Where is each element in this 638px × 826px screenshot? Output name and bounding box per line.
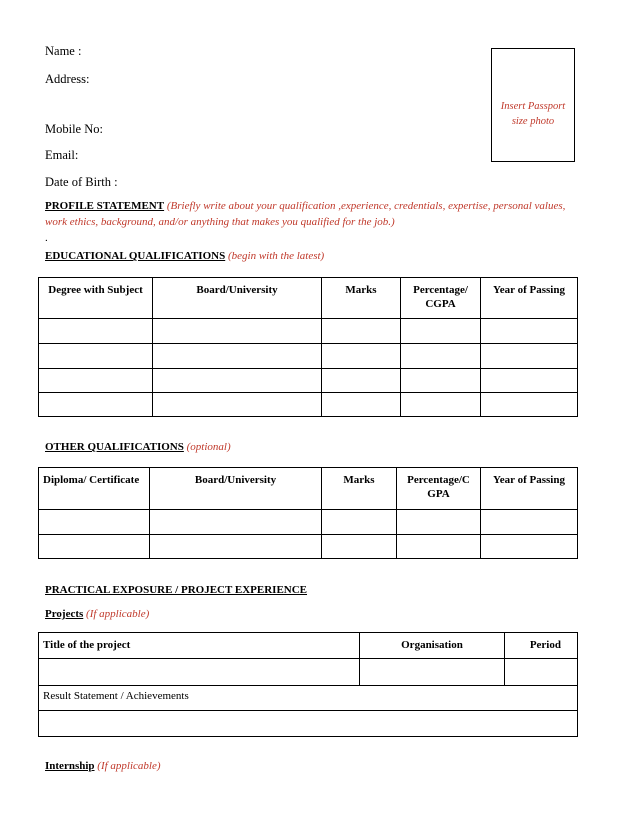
table-row	[39, 535, 578, 559]
other-heading-row	[45, 441, 231, 453]
table-cell[interactable]	[481, 344, 578, 369]
projects-table	[38, 632, 578, 737]
education-table	[38, 277, 578, 417]
table-cell[interactable]	[322, 535, 397, 559]
other-col-year: Year of Passing	[481, 468, 578, 510]
table-cell[interactable]	[153, 393, 322, 417]
projects-header-row	[39, 633, 578, 659]
table-cell[interactable]	[150, 535, 322, 559]
table-cell[interactable]	[401, 344, 481, 369]
table-cell[interactable]	[401, 393, 481, 417]
table-cell[interactable]	[397, 510, 481, 535]
edu-col-year: Year of Passing	[481, 278, 578, 319]
other-col-percentage: Percentage/C GPA	[397, 468, 481, 510]
project-col-title: Title of the project	[39, 633, 360, 659]
table-cell[interactable]	[360, 659, 505, 686]
passport-photo-box	[491, 48, 575, 162]
edu-col-percentage: Percentage/ CGPA	[401, 278, 481, 319]
other-note: (optional)	[183, 441, 231, 453]
other-header-row	[39, 468, 578, 510]
table-row	[39, 344, 578, 369]
education-heading-row	[45, 250, 324, 262]
table-row	[39, 510, 578, 535]
table-row	[39, 659, 578, 686]
profile-statement-section	[45, 198, 605, 246]
name-label: Name :	[45, 44, 82, 58]
table-cell[interactable]	[481, 319, 578, 344]
profile-statement-heading: PROFILE STATEMENT	[45, 200, 165, 212]
mobile-label: Mobile No:	[45, 122, 103, 136]
dob-label: Date of Birth :	[45, 175, 118, 189]
table-cell[interactable]	[481, 535, 578, 559]
table-cell[interactable]	[481, 393, 578, 417]
table-cell[interactable]	[39, 510, 150, 535]
profile-note-line2: work ethics, background, and/or anything that makes you qualified for the job.)	[45, 216, 395, 228]
table-cell[interactable]	[153, 369, 322, 393]
address-label: Address:	[45, 72, 90, 86]
photo-text-line2: size photo	[511, 116, 555, 127]
internship-heading-row	[45, 760, 161, 772]
projects-heading-row	[45, 608, 149, 620]
table-row	[39, 369, 578, 393]
education-header-row	[39, 278, 578, 319]
projects-note: (If applicable)	[83, 608, 150, 620]
table-row	[39, 393, 578, 417]
table-cell[interactable]	[39, 711, 578, 737]
education-note: (begin with the latest)	[225, 250, 325, 262]
other-col-diploma: Diploma/ Certificate	[39, 468, 150, 510]
table-cell[interactable]	[481, 369, 578, 393]
edu-col-board: Board/University	[153, 278, 322, 319]
table-cell[interactable]	[322, 510, 397, 535]
table-cell[interactable]	[401, 369, 481, 393]
projects-label: Projects	[45, 608, 84, 620]
other-heading: OTHER QUALIFICATIONS	[45, 441, 184, 453]
table-cell[interactable]	[39, 535, 150, 559]
table-cell[interactable]	[153, 319, 322, 344]
edu-col-degree: Degree with Subject	[39, 278, 153, 319]
table-cell[interactable]	[153, 344, 322, 369]
table-cell[interactable]	[150, 510, 322, 535]
practical-heading: PRACTICAL EXPOSURE / PROJECT EXPERIENCE	[45, 584, 308, 596]
table-cell[interactable]	[322, 369, 401, 393]
table-cell[interactable]	[39, 369, 153, 393]
table-cell[interactable]	[322, 393, 401, 417]
table-cell[interactable]	[397, 535, 481, 559]
other-col-board: Board/University	[150, 468, 322, 510]
project-col-period: Period	[505, 633, 578, 659]
result-row	[39, 686, 578, 711]
table-cell[interactable]	[401, 319, 481, 344]
table-cell[interactable]	[322, 344, 401, 369]
profile-note-line1: (Briefly write about your qualification ,experience, credentials, expertise, personal values,	[164, 200, 566, 212]
other-col-marks: Marks	[322, 468, 397, 510]
table-cell[interactable]	[322, 319, 401, 344]
photo-placeholder-text	[492, 99, 574, 129]
table-cell[interactable]	[39, 319, 153, 344]
result-statement-label: Result Statement / Achievements	[39, 686, 578, 711]
other-qualifications-table	[38, 467, 578, 559]
table-cell[interactable]	[505, 659, 578, 686]
photo-text-line1: Insert Passport	[500, 101, 566, 112]
edu-col-marks: Marks	[322, 278, 401, 319]
internship-note: (If applicable)	[94, 760, 161, 772]
table-cell[interactable]	[39, 659, 360, 686]
profile-dot: .	[45, 232, 48, 244]
table-row	[39, 711, 578, 737]
education-heading: EDUCATIONAL QUALIFICATIONS	[45, 250, 226, 262]
table-cell[interactable]	[39, 344, 153, 369]
project-col-organisation: Organisation	[360, 633, 505, 659]
table-cell[interactable]	[481, 510, 578, 535]
table-cell[interactable]	[39, 393, 153, 417]
internship-label: Internship	[45, 760, 95, 772]
email-label: Email:	[45, 148, 79, 162]
table-row	[39, 319, 578, 344]
